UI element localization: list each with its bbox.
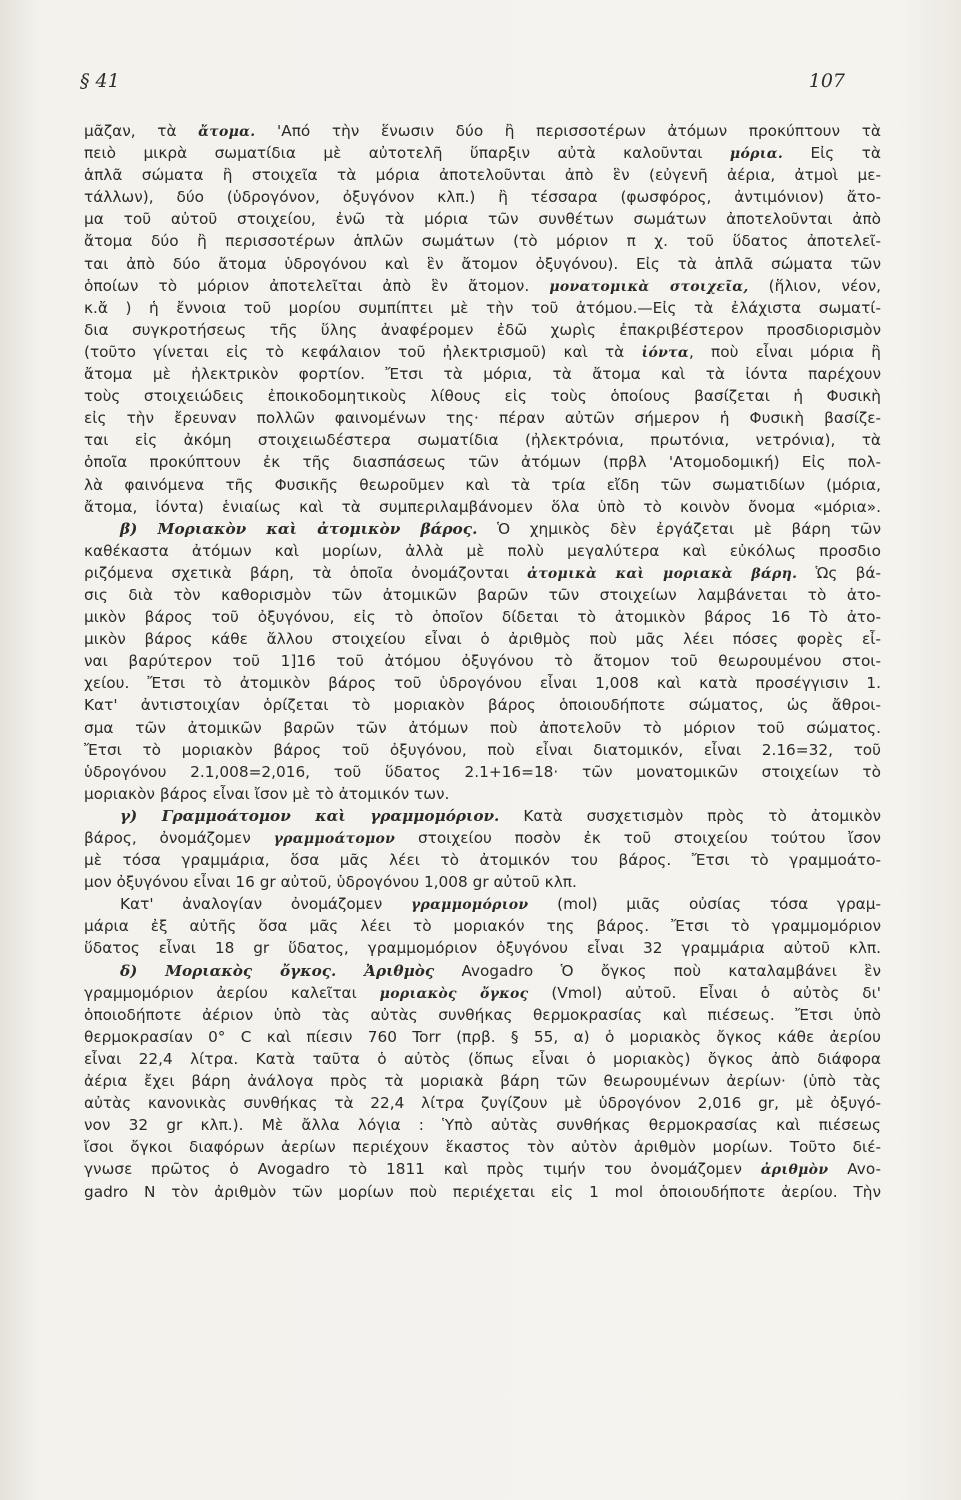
text-run: gadro N τὸν ἀριθμὸν τῶν μορίων ποὺ περιέχεται εἰς 1 mol ὁποιουδήποτε ἀερίου. Τὴν	[84, 1182, 881, 1201]
text-run: εἰς τὴν ἔρευναν πολλῶν φαινομένων της· πέραν αὐτῶν σήμερον ἡ Φυσικὴ βασίζε-	[84, 409, 881, 428]
section-heading: γ) Γραμμοάτομον καὶ γραμμομόριον.	[120, 806, 500, 825]
text-line	[84, 275, 881, 297]
text-run: πειὸ μικρὰ σωματίδια μὲ αὐτοτελῆ ὕπαρξιν αὐτὰ καλοῦνται	[84, 144, 730, 163]
text-line	[84, 694, 881, 716]
text-line	[84, 1136, 881, 1158]
text-line	[84, 1026, 881, 1048]
text-run: ὁποῖα προκύπτουν ἐκ τῆς διασπάσεως τῶν ἀτόμων (πρβλ 'Ατομοδομική) Εἰς πολ-	[84, 453, 881, 472]
text-line	[84, 363, 881, 385]
text-run: Εἰς τὰ	[783, 144, 881, 163]
text-run: ἄτομα, ἰόντα) ἑνιαίως καὶ τὰ συμπεριλαμβάνομεν ὅλα ὑπὸ τὸ κοινὸν ὄνομα «μόρια».	[84, 497, 881, 516]
text-run: λὰ φαινόμενα τῆς Φυσικῆς θεωροῦμεν καὶ τὰ τρία εἴδη τῶν σωματιδίων (μόρια,	[84, 475, 881, 494]
text-line	[84, 1092, 881, 1114]
text-line	[84, 562, 881, 584]
text-run: αὐτὰς κανονικὰς συνθήκας τὰ 22,4 λίτρα ζυγίζουν μὲ ὑδρογόνον 2,016 gr, μὲ ὀξυγό-	[84, 1094, 881, 1113]
emphasized-term: μόρια.	[729, 146, 784, 163]
text-run: (Vmol) αὐτοῦ. Εἶναι ὁ αὐτὸς δι'	[528, 983, 881, 1002]
text-line	[84, 319, 881, 341]
text-run: Κατὰ συσχετισμὸν πρὸς τὸ ἀτομικὸν	[499, 806, 882, 825]
text-run: τάλλων), δύο (ὑδρογόνον, ὀξυγόνον κλπ.) ἢ τέσσαρα (φωσφόρος, ἀντιμόνιον) ἄτο-	[84, 188, 881, 207]
emphasized-term: μονατομικὰ στοιχεῖα,	[549, 278, 749, 295]
text-line	[84, 982, 881, 1004]
text-run: μικὸν βάρος τοῦ ὀξυγόνου, εἰς τὸ ὁποῖον δίδεται τὸ ἀτομικὸν βάρος 16 Τὸ ἀτο-	[84, 608, 881, 627]
text-run: μάρια ἐξ αὐτῆς ὅσα μᾶς λέει τὸ μοριακόν της βάρος. Ἔτσι τὸ γραμμομόριον	[84, 917, 881, 936]
text-run: γνωσε πρῶτος ὁ Avogadro τὸ 1811 καὶ πρὸς τιμήν του ὀνομάζομεν	[84, 1160, 761, 1179]
text-run: μᾶζαν, τὰ	[84, 122, 199, 140]
text-line	[84, 937, 881, 959]
text-line	[84, 1070, 881, 1092]
section-heading: δ) Μοριακὸς ὄγκος. Ἀριθμὸς	[120, 961, 435, 980]
text-line	[84, 518, 881, 540]
text-line	[84, 893, 881, 915]
text-run: θερμοκρασίαν 0° C καὶ πίεσιν 760 Torr (πρβ. § 55, α) ὁ μοριακὸς ὄγκος κάθε ἀερίου	[84, 1027, 881, 1046]
text-run: Κατ' ἀναλογίαν ὀνομάζομεν	[120, 895, 411, 914]
text-line	[84, 584, 881, 606]
text-run: Ὁ χημικὸς δὲν ἐργάζεται μὲ βάρη τῶν	[477, 519, 881, 538]
text-line	[84, 717, 881, 739]
text-run: κ.ἄ ) ἡ ἔννοια τοῦ μορίου συμπίπτει μὲ τὴν τοῦ ἀτόμου.—Εἰς τὰ ἐλάχιστα σωματί-	[84, 298, 881, 317]
text-run: , ποὺ εἶναι μόρια ἢ	[688, 342, 881, 361]
text-run: σμα τῶν ἀτομικῶν βαρῶν τῶν ἀτόμων ποὺ ἀποτελοῦν τὸ μόριον τοῦ σώματος.	[84, 718, 881, 737]
text-line	[84, 849, 881, 871]
text-line	[84, 186, 881, 208]
text-run: γραμμομόριον ἀερίου καλεῖται	[84, 983, 380, 1002]
text-run: ἀέρια ἔχει βάρη ἀνάλογα πρὸς τὰ μοριακὰ βάρη τῶν θεωρουμένων ἀερίων· (ὑπὸ τὰς	[84, 1072, 881, 1091]
text-run: μοριακὸν βάρος εἶναι ἴσον μὲ τὸ ἀτομικόν των.	[84, 784, 450, 803]
text-run: στοιχείου ποσὸν ἐκ τοῦ στοιχείου τούτου ἴσον	[395, 829, 881, 847]
text-run: χείου. Ἔτσι τὸ ἀτομικὸν βάρος τοῦ ὑδρογόνου εἶναι 1,008 καὶ κατὰ προσέγγισιν 1.	[84, 674, 881, 693]
text-line	[84, 142, 881, 164]
text-run: 'Από τὴν ἕνωσιν δύο ἢ περισσοτέρων ἀτόμων προκύπτουν τὰ	[255, 122, 881, 140]
text-run: ριζόμενα σχετικὰ βάρη, τὰ ὁποῖα ὀνομάζονται	[84, 563, 528, 582]
body-text	[84, 120, 881, 1203]
text-line	[84, 739, 881, 761]
text-run: καθέκαστα ἀτόμων καὶ μορίων, ἀλλὰ μὲ πολὺ μεγαλύτερα καὶ εὐκόλως προσδιο	[84, 541, 881, 560]
text-line	[84, 253, 881, 275]
text-line	[84, 385, 881, 407]
text-line	[84, 429, 881, 451]
text-line	[84, 805, 881, 827]
text-run: Avo-	[828, 1160, 881, 1179]
text-line	[84, 761, 881, 783]
text-run: σις διὰ τὸν καθορισμὸν τῶν ἀτομικῶν βαρῶν τῶν στοιχείων λαμβάνεται τὸ ἀτο-	[84, 585, 881, 604]
text-run: νον 32 gr κλπ.). Μὲ ἄλλα λόγια : Ὑπὸ αὐτὰς συνθήκας θερμοκρασίας καὶ πιέσεως	[84, 1116, 881, 1135]
text-line	[84, 496, 881, 518]
text-line	[84, 341, 881, 363]
text-line	[84, 474, 881, 496]
text-line	[84, 960, 881, 982]
text-line	[84, 915, 881, 937]
text-line	[84, 871, 881, 893]
text-line	[84, 1004, 881, 1026]
text-run: (ἥλιον, νέον,	[748, 276, 881, 295]
text-run: Avogadro Ὁ ὄγκος ποὺ καταλαμβάνει ἓν	[434, 961, 881, 980]
emphasized-term: ἀτομικὰ καὶ μοριακὰ βάρη.	[527, 565, 798, 582]
text-run: Κατ' ἀντιστοιχίαν ὁρίζεται τὸ μοριακὸν βάρος ὁποιουδήποτε σώματος, ὡς ἄθροι-	[84, 696, 881, 715]
text-run: ται εἰς ἀκόμη στοιχειωδέστερα σωματίδια (ἠλεκτρόνια, πρωτόνια, νετρόνια), τὰ	[84, 431, 881, 450]
text-run: μα τοῦ αὐτοῦ στοιχείου, ἐνῶ τὰ μόρια τῶν συνθέτων σωμάτων ἀποτελοῦνται ἀπὸ	[84, 210, 881, 229]
text-line	[84, 451, 881, 473]
section-heading: β) Μοριακὸν καὶ ἀτομικὸν βάρος.	[120, 519, 478, 538]
text-run: ἁπλᾶ σώματα ἢ στοιχεῖα τὰ μόρια ἀποτελοῦνται ἀπὸ ἓν (εὐγενῆ ἀέρια, ἀτμοὶ με-	[84, 166, 881, 185]
text-run: εἶναι 22,4 λίτρα. Κατὰ ταῦτα ὁ αὐτὸς (ὅπως εἶναι ὁ μοριακὸς) ὄγκος ἀπὸ διάφορα	[84, 1049, 881, 1068]
text-line	[84, 672, 881, 694]
emphasized-term: γραμμοάτομον	[273, 831, 396, 847]
text-line	[84, 120, 881, 142]
text-line	[84, 297, 881, 319]
text-line	[84, 827, 881, 849]
text-line	[84, 208, 881, 230]
text-run: Ἔτσι τὸ μοριακὸν βάρος τοῦ ὀξυγόνου, ποὺ εἶναι διατομικόν, εἶναι 2.16=32, τοῦ	[84, 740, 881, 759]
emphasized-term: ἄτομα.	[198, 124, 256, 140]
text-line	[84, 1158, 881, 1180]
text-run: ναι βαρύτερον τοῦ 1]16 τοῦ ἀτόμου ὀξυγόνου τὸ ἄτομον τοῦ θεωρουμένου στοι-	[84, 652, 881, 671]
text-run: ἄτομα δύο ἢ περισσοτέρων ἁπλῶν σωμάτων (τὸ μόριον π χ. τοῦ ὕδατος ἀποτελεῖ-	[84, 232, 881, 251]
text-run: μὲ τόσα γραμμάρια, ὅσα μᾶς λέει τὸ ἀτομικόν του βάρος. Ἔτσι τὸ γραμμοάτο-	[84, 851, 881, 870]
text-run: ἄτομα μὲ ἠλεκτρικὸν φορτίον. Ἔτσι τὰ μόρια, τὰ ἄτομα καὶ τὰ ἰόντα παρέχουν	[84, 365, 881, 384]
emphasized-term: γραμμομόριον	[410, 897, 529, 914]
text-run: ὁποιοδήποτε ἀέριον ὑπὸ τὰς αὐτὰς συνθήκας θερμοκρασίας καὶ πιέσεως. Ἔτσι ὑπὸ	[84, 1005, 881, 1024]
text-run: ἴσοι ὄγκοι διαφόρων ἀερίων περιέχουν ἕκαστος τὸν αὐτὸν ἀριθμὸν μορίων. Τοῦτο διέ-	[84, 1138, 881, 1157]
text-run: βάρος, ὀνομάζομεν	[84, 829, 274, 847]
text-run: ὑδρογόνου 2.1,008=2,016, τοῦ ὕδατος 2.1+16=18· τῶν μονατομικῶν στοιχείων τὸ	[84, 762, 881, 781]
emphasized-term: ἀριθμὸν	[760, 1162, 829, 1179]
text-run: Ὡς βά-	[797, 563, 881, 582]
text-line	[84, 628, 881, 650]
text-run: δια συγκροτήσεως τῆς ὕλης ἀναφέρομεν ἐδῶ χωρὶς ἐπακριβέστερον προσδιορισμὸν	[84, 320, 881, 339]
text-run: ὁποίων τὸ μόριον ἀποτελεῖται ἀπὸ ἓν ἄτομον.	[84, 276, 550, 295]
text-run: μικὸν βάρος κάθε ἄλλου στοιχείου εἶναι ὁ ἀριθμὸς ποὺ μᾶς λέει πόσες φορὲς εἶ-	[84, 630, 881, 649]
text-run: (τοῦτο γίνεται εἰς τὸ κεφάλαιον τοῦ ἠλεκτρισμοῦ) καὶ τὰ	[84, 342, 642, 361]
text-line	[84, 540, 881, 562]
text-run: ται ἀπὸ δύο ἄτομα ὑδρογόνου καὶ ἓν ἄτομον ὀξυγόνου). Εἰς τὰ ἁπλᾶ σώματα τῶν	[84, 254, 881, 273]
section-number: § 41	[80, 70, 120, 92]
text-line	[84, 230, 881, 252]
text-line	[84, 606, 881, 628]
text-run: μον ὀξυγόνου εἶναι 16 gr αὐτοῦ, ὑδρογόνου 1,008 gr αὐτοῦ κλπ.	[84, 873, 577, 892]
page-number: 107	[808, 70, 845, 92]
text-line	[84, 407, 881, 429]
text-run: (mol) μιᾶς οὐσίας τόσα γραμ-	[528, 895, 881, 914]
text-line	[84, 650, 881, 672]
emphasized-term: ἰόντα	[641, 344, 689, 361]
text-line	[84, 164, 881, 186]
text-line	[84, 1181, 881, 1203]
emphasized-term: μοριακὸς ὄγκος	[379, 985, 529, 1002]
page-header	[80, 70, 845, 98]
text-line	[84, 1114, 881, 1136]
text-run: ὕδατος εἶναι 18 gr ὕδατος, γραμμομόριον ὀξυγόνου εἶναι 32 γραμμάρια αὐτοῦ κλπ.	[84, 939, 881, 958]
text-line	[84, 783, 881, 805]
text-line	[84, 1048, 881, 1070]
text-run: τοὺς στοιχειώδεις ἐποικοδομητικοὺς λίθους εἰς τοὺς ὁποίους βασίζεται ἡ Φυσικὴ	[84, 387, 881, 406]
